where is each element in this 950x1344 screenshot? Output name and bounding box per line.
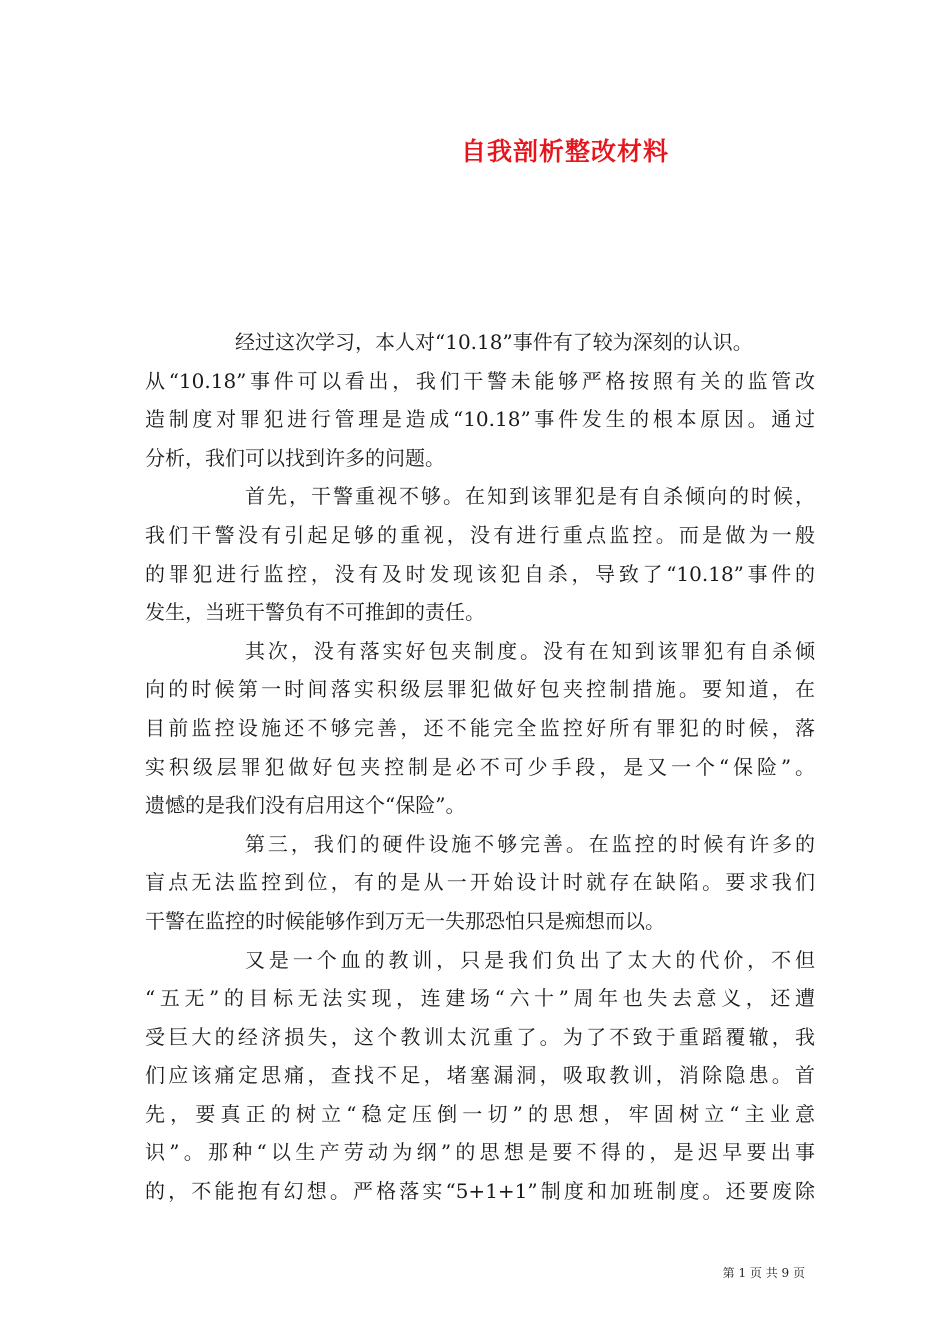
paragraph-line: 第三，我们的硬件设施不够完善。在监控的时候有许多的 [245,831,815,856]
paragraph-line: 的，不能抱有幻想。严格落实“5+1+1”制度和加班制度。还要废除 [145,1179,815,1204]
paragraph-line: 我们干警没有引起足够的重视，没有进行重点监控。而是做为一般 [145,522,815,547]
paragraph-line: 识”。那种“以生产劳动为纲”的思想是要不得的，是迟早要出事 [145,1140,815,1165]
paragraph-line: 受巨大的经济损失，这个教训太沉重了。为了不致于重蹈覆辙，我 [145,1024,815,1049]
paragraph-line: 首先，干警重视不够。在知到该罪犯是有自杀倾向的时候， [245,484,815,509]
document-body [145,323,815,1211]
paragraph-line: 们应该痛定思痛，查找不足，堵塞漏洞，吸取教训，消除隐患。首 [145,1063,815,1088]
document-title: 自我剖析整改材料 [460,137,669,166]
paragraph-line: 又是一个血的教训，只是我们负出了太大的代价，不但 [245,947,815,972]
paragraph-line: 遗憾的是我们没有启用这个“保险”。 [145,793,466,818]
paragraph-line: 分析，我们可以找到许多的问题。 [145,445,445,470]
paragraph-line: 造制度对罪犯进行管理是造成“10.18”事件发生的根本原因。通过 [145,407,815,432]
paragraph-line: 实积级层罪犯做好包夹控制是必不可少手段，是又一个“保险”。 [145,754,815,779]
paragraph-line: 其次，没有落实好包夹制度。没有在知到该罪犯有自杀倾 [245,638,815,663]
paragraph-line: 目前监控设施还不够完善，还不能完全监控好所有罪犯的时候，落 [145,715,815,740]
paragraph-line: 经过这次学习，本人对“10.18”事件有了较为深刻的认识。 [235,330,753,354]
paragraph-line: 的罪犯进行监控，没有及时发现该犯自杀，导致了“10.18”事件的 [145,561,815,586]
paragraph-line: 发生，当班干警负有不可推卸的责任。 [145,600,485,625]
paragraph-line: 盲点无法监控到位，有的是从一开始设计时就存在缺陷。要求我们 [145,870,815,895]
paragraph-line: 向的时候第一时间落实积级层罪犯做好包夹控制措施。要知道，在 [145,677,815,702]
paragraph-line: 先，要真正的树立“稳定压倒一切”的思想，牢固树立“主业意 [145,1101,815,1126]
page-number-footer: 第 1 页 共 9 页 [722,1266,805,1280]
paragraph-line: 从“10.18”事件可以看出，我们干警未能够严格按照有关的监管改 [145,368,815,393]
paragraph-line: “五无”的目标无法实现，连建场“六十”周年也失去意义，还遭 [145,986,815,1011]
paragraph-line: 干警在监控的时候能够作到万无一失那恐怕只是痴想而以。 [145,908,665,933]
